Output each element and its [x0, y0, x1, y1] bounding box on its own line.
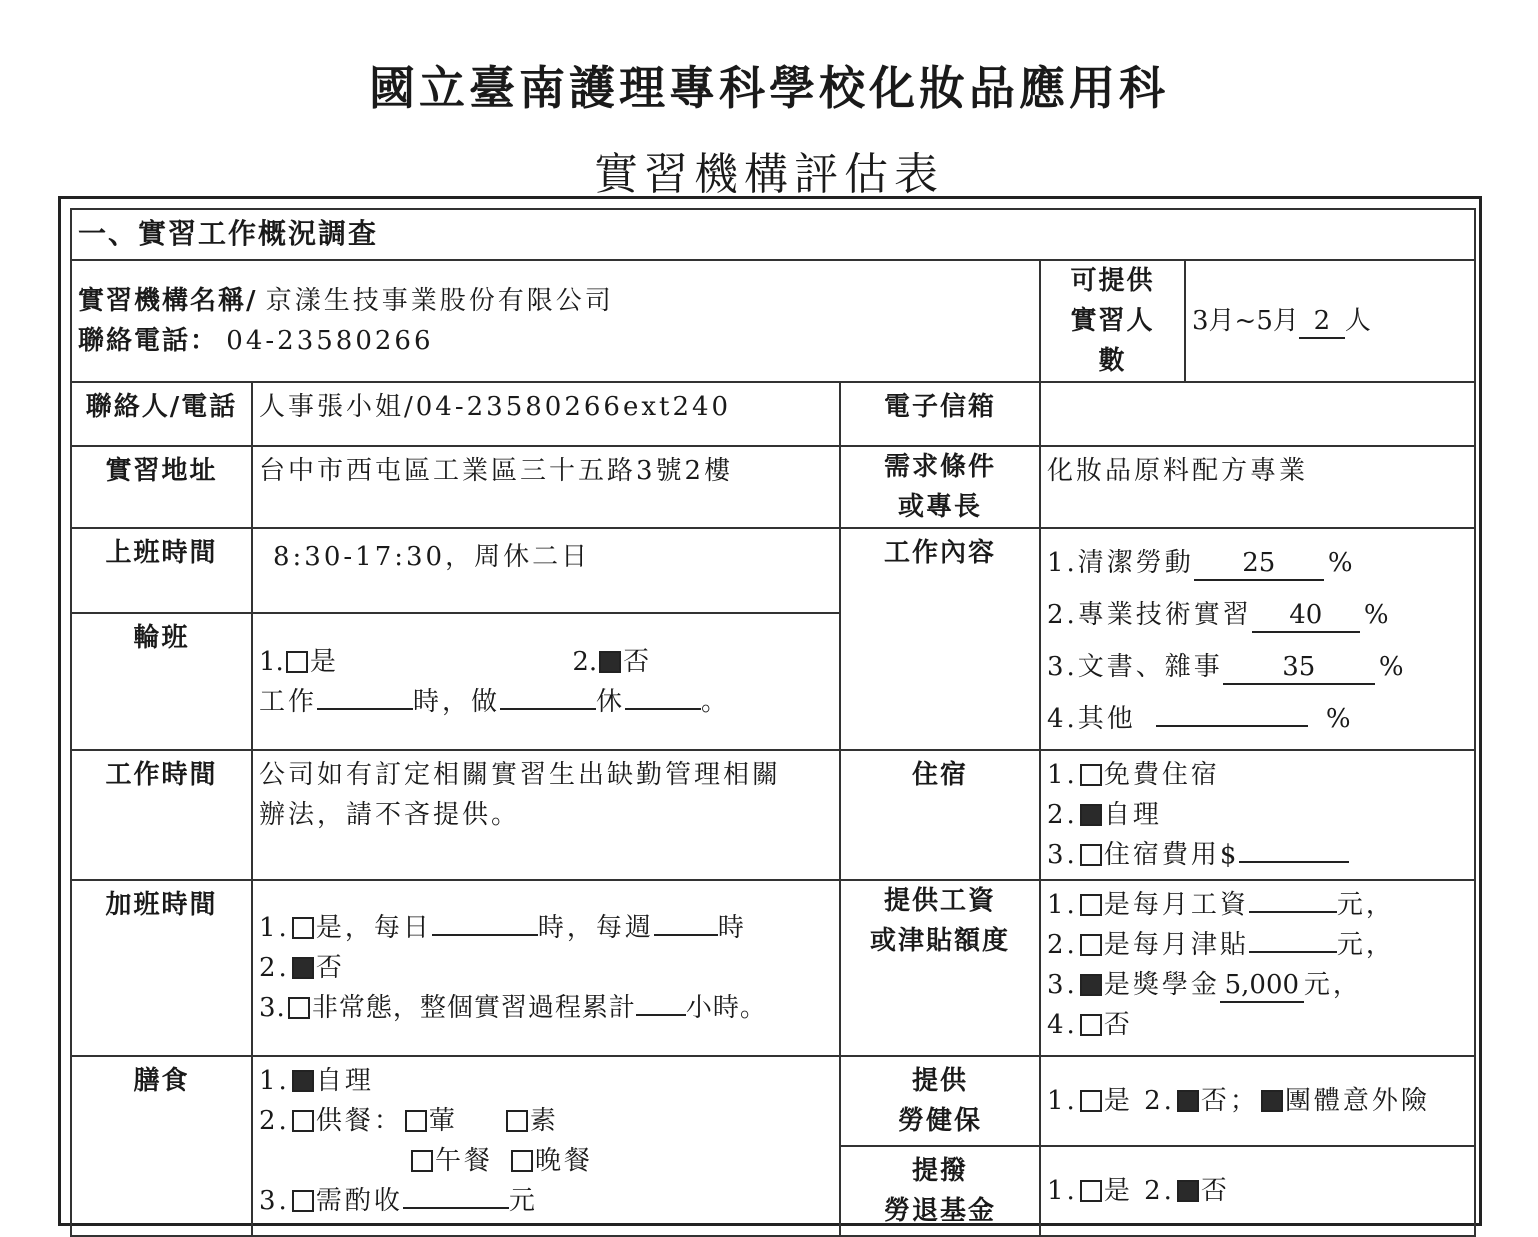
work-time-line-2: 辦法，請不吝提供。: [259, 800, 521, 830]
insurance-yes-checkbox[interactable]: [1080, 1090, 1102, 1112]
meals-fee-checkbox[interactable]: [292, 1190, 314, 1212]
requirement-value-cell: [1040, 446, 1475, 528]
group-accident-insurance-checkbox[interactable]: [1261, 1090, 1283, 1112]
org-phone-label: 聯絡電話：: [78, 326, 219, 356]
email-label: 電子信箱: [883, 392, 996, 422]
allowance-monthly-checkbox[interactable]: [1080, 934, 1102, 956]
contact-value: 人事張小姐/04-23580266ext240: [259, 392, 732, 422]
shift-label: 輪班: [133, 623, 190, 654]
overtime-no-checkbox[interactable]: [292, 957, 314, 979]
hours-value: 8:30-17:30，周休二日: [273, 542, 591, 572]
meals-lunch-checkbox[interactable]: [411, 1150, 433, 1172]
email-value-cell: [1040, 382, 1475, 446]
contact-label: 聯絡人/電話: [85, 392, 238, 422]
overtime-yes-checkbox[interactable]: [292, 917, 314, 939]
wage-label-line-2: 或津貼額度: [869, 926, 1010, 956]
work-time-line-1: 公司如有訂定相關實習生出缺勤管理相關: [259, 760, 782, 790]
hours-value-cell: [252, 528, 840, 613]
wage-monthly-checkbox[interactable]: [1080, 894, 1102, 916]
section-heading-cell: [71, 209, 1475, 260]
requirement-label-cell: [840, 446, 1040, 528]
meals-label: 膳食: [133, 1066, 190, 1096]
capacity-value-cell: [1185, 260, 1475, 382]
work-content-label: 工作內容: [883, 538, 996, 568]
wage-label-line-1: 提供工資: [883, 886, 996, 916]
lodging-cell: 1. 免費住宿 2. 自理 3. 住宿費用$: [1040, 750, 1475, 880]
lodging-fee-checkbox[interactable]: [1080, 844, 1102, 866]
shift-yes-checkbox[interactable]: [286, 651, 308, 673]
pension-label-line-2: 勞退基金: [883, 1196, 996, 1226]
work-time-label: 工作時間: [105, 760, 218, 790]
org-phone-value: 04-23580266: [226, 326, 434, 356]
address-value-cell: [252, 446, 840, 528]
insurance-label-cell: [840, 1056, 1040, 1146]
wage-cell: 1. 是每月工資 元， 2. 是每月津貼 元， 3. 是獎學金 5,000 元， 4. 否: [1040, 880, 1475, 1056]
work-content-label-cell: [840, 528, 1040, 750]
lodging-label: 住宿: [911, 760, 968, 790]
address-label-cell: [71, 446, 252, 528]
scholarship-amount: 5,000: [1220, 969, 1304, 1003]
pension-label-line-1: 提撥: [911, 1156, 968, 1186]
capacity-label-cell: [1040, 260, 1185, 382]
pension-yes-checkbox[interactable]: [1080, 1180, 1102, 1202]
work-time-label-cell: [71, 750, 252, 880]
work-content-item-3: 3.文書、雜事 35 %: [1047, 641, 1468, 693]
form-title: 實習機構評估表: [594, 149, 944, 200]
org-name-value: 京漾生技事業股份有限公司: [265, 286, 614, 316]
wage-none-checkbox[interactable]: [1080, 1014, 1102, 1036]
insurance-cell: 1. 是 2. 否； 團體意外險: [1040, 1056, 1475, 1146]
meals-label-cell: [71, 1056, 252, 1236]
lodging-free-checkbox[interactable]: [1080, 764, 1102, 786]
meals-provided-checkbox[interactable]: [292, 1110, 314, 1132]
work-time-cell: [252, 750, 840, 880]
insurance-label-line-1: 提供: [911, 1066, 968, 1096]
meals-cell: 1. 自理 2. 供餐： 葷 素 午餐 晚餐 3. 需酌收 元: [252, 1056, 840, 1236]
shift-label-cell: [71, 613, 252, 750]
work-content-item-2: 2.專業技術實習 40 %: [1047, 589, 1468, 641]
work-content-item-1: 1.清潔勞動 25 %: [1047, 537, 1468, 589]
lodging-self-checkbox[interactable]: [1080, 804, 1102, 826]
hours-label-cell: [71, 528, 252, 613]
insurance-label-line-2: 勞健保: [897, 1106, 982, 1136]
meals-self-checkbox[interactable]: [292, 1070, 314, 1092]
pension-cell: 1. 是 2. 否: [1040, 1146, 1475, 1236]
contact-label-cell: [71, 382, 252, 446]
meals-veg-checkbox[interactable]: [506, 1110, 528, 1132]
insurance-no-checkbox[interactable]: [1177, 1090, 1199, 1112]
meals-meat-checkbox[interactable]: [405, 1110, 427, 1132]
email-label-cell: [840, 382, 1040, 446]
requirement-label: 需求條件或專長: [883, 452, 996, 522]
shift-no-checkbox[interactable]: [599, 651, 621, 673]
address-label: 實習地址: [105, 456, 218, 486]
section-heading: 一、實習工作概況調查: [78, 217, 379, 250]
capacity-count: 2: [1299, 305, 1345, 339]
contact-value-cell: [252, 382, 840, 446]
school-title: 國立臺南護理專科學校化妝品應用科: [369, 61, 1169, 115]
pension-label-cell: [840, 1146, 1040, 1236]
capacity-label: 可提供實習人數: [1070, 266, 1155, 376]
capacity-period: 3月~5月: [1192, 306, 1299, 336]
pension-no-checkbox[interactable]: [1177, 1180, 1199, 1202]
org-name-label: 實習機構名稱/: [78, 286, 258, 316]
lodging-label-cell: [840, 750, 1040, 880]
org-info-cell: [71, 260, 1040, 382]
hours-label: 上班時間: [105, 538, 218, 568]
work-content-cell: [1040, 528, 1475, 750]
wage-label-cell: [840, 880, 1040, 1056]
scholarship-checkbox[interactable]: [1080, 974, 1102, 996]
shift-cell: 1. 是 2. 否 工作 時，做 休 。: [252, 613, 840, 750]
work-content-item-4: 4.其他 %: [1047, 704, 1351, 734]
requirement-value: 化妝品原料配方專業: [1047, 456, 1309, 486]
meals-dinner-checkbox[interactable]: [511, 1150, 533, 1172]
overtime-label: 加班時間: [105, 890, 218, 920]
address-value: 台中市西屯區工業區三十五路3號2樓: [259, 456, 734, 486]
overtime-irregular-checkbox[interactable]: [288, 997, 310, 1019]
overtime-label-cell: [71, 880, 252, 1056]
capacity-unit: 人: [1344, 306, 1371, 336]
overtime-cell: 1. 是，每日 時，每週 時 2. 否 3. 非常態，整個實習過程累計 小時。: [252, 880, 840, 1056]
evaluation-table: [70, 208, 1476, 1237]
